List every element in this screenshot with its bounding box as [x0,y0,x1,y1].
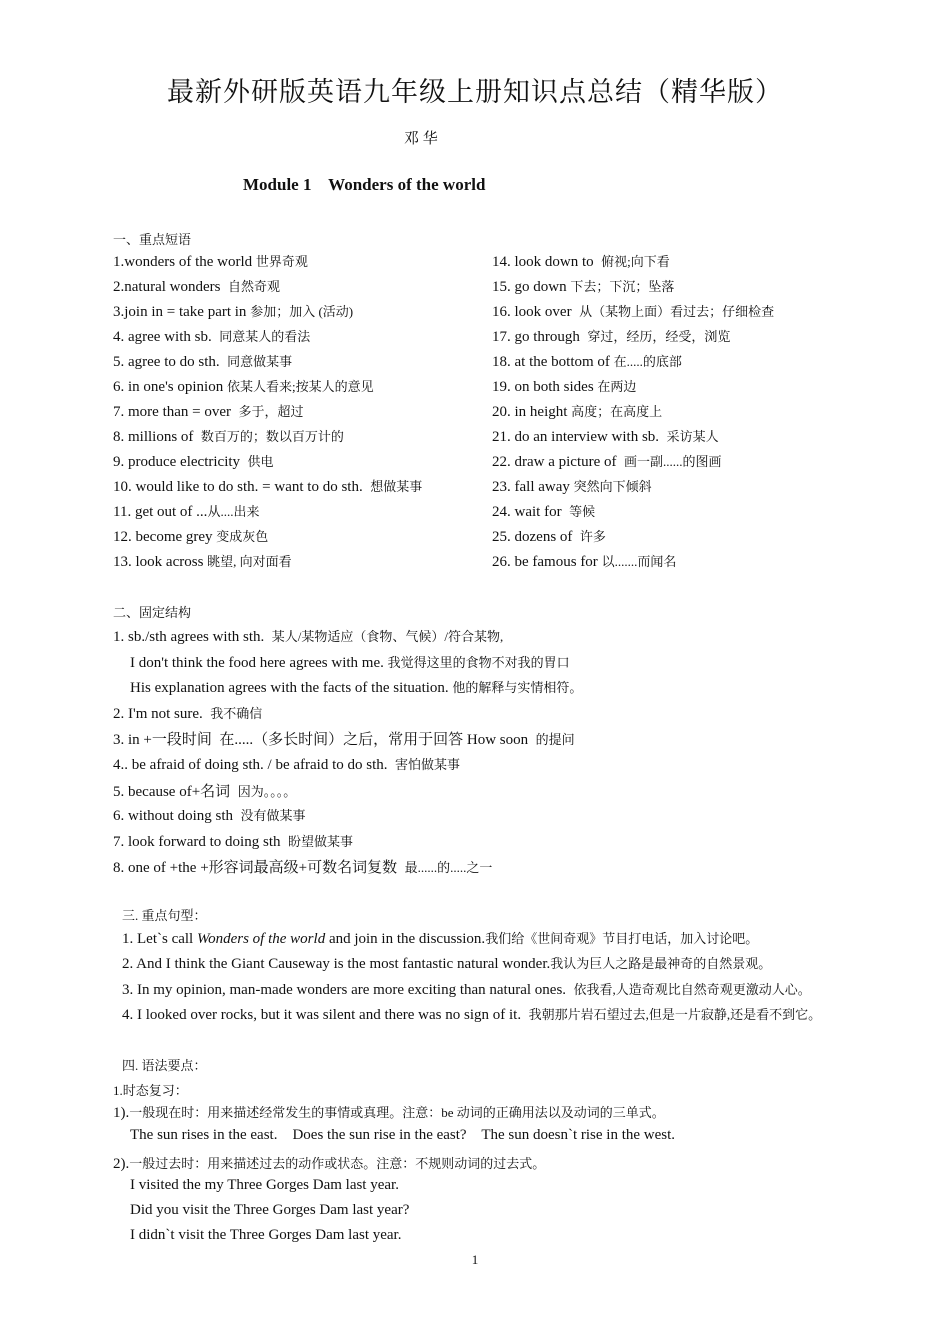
chinese-gloss: 参加；加入 (活动) [250,304,354,319]
grammar-example: I visited the my Three Gorges Dam last year. [130,1177,399,1193]
english-text: 23. fall away [492,479,574,495]
english-text: 2. I'm not sure. [113,705,211,722]
english-text: 7. more than = over [113,404,239,420]
english-text: 4. agree with sb. [113,329,220,345]
section-heading-phrases: 一、重点短语 [113,232,192,247]
grammar-point-1: 1).一般现在时：用来描述经常发生的事情或真理。注意：be 动词的正确用法以及动词的三单式。 [113,1105,665,1121]
structure-item [113,805,306,825]
phrase-item [492,426,719,446]
phrase-item [492,501,595,521]
chinese-gloss: 眺望, 向对面看 [207,554,292,569]
phrase-item [113,276,280,296]
english-text: 16. look over [492,304,580,320]
english-text: 1.wonders of the world [113,254,256,270]
phrase-item [492,376,636,396]
phrase-item [113,526,268,546]
page-number: 1 [471,1252,479,1267]
chinese-gloss: 盼望做某事 [287,833,353,849]
english-text: 8. one of +the +形容词最高级+可数名词复数 [113,860,405,877]
structure-item [113,831,353,851]
chinese-gloss: 某人/某物适应（食物、气候）/符合某物, [271,629,504,644]
structure-item [130,677,582,697]
structure-item [113,856,492,877]
english-text: 13. look across [113,554,208,570]
phrase-item [492,326,730,346]
module-heading: Module 1 Wonders of the world [243,175,486,194]
chinese-gloss: 没有做某事 [240,808,306,824]
sentence-1: 1. Let`s call Wonders of the world and join in the discussion.我们给《世间奇观》节目打电话，加入讨论吧。 [122,931,759,947]
english-text: 14. look down to [492,254,602,270]
english-text: 20. in height [492,404,572,420]
chinese-gloss: 在.....的底部 [613,354,682,369]
chinese-gloss: 我不确信 [210,705,263,721]
chinese-gloss: 同意某人的看法 [219,329,311,344]
english-text: 2.natural wonders [113,279,228,295]
phrase-item [113,326,310,346]
chinese-gloss: 变成灰色 [216,529,269,544]
grammar-example: I didn`t visit the Three Gorges Dam last year. [130,1227,402,1243]
sentence-2: 2. And I think the Giant Causeway is the most fantastic natural wonder.我认为巨人之路是最神奇的自然景观。 [122,956,772,972]
chinese-gloss: 供电 [247,454,274,469]
english-text: 6. without doing sth [113,808,241,825]
chinese-gloss: 以.......而闻名 [601,554,677,569]
phrase-item [113,301,353,321]
english-text: 3. in +一段时间 在.....（多长时间）之后，常用于回答 How soon [113,732,536,749]
phrase-item [113,251,308,271]
english-text: 25. dozens of [492,529,580,545]
chinese-gloss: 多于，超过 [238,404,304,419]
phrase-item [492,476,652,496]
chinese-gloss: 最......的.....之一 [404,860,493,876]
chinese-gloss: 依某人看来;按某人的意见 [226,379,374,394]
document-title: 最新外研版英语九年级上册知识点总结（精华版） [167,77,783,107]
english-text: 12. become grey [113,529,217,545]
section-heading-grammar: 四. 语法要点： [122,1058,207,1073]
structure-item [130,652,570,672]
phrase-item [492,276,674,296]
english-text: I don't think the food here agrees with me. [130,654,388,671]
english-text: 22. draw a picture of [492,454,625,470]
sentence-4: 4. I looked over rocks, but it was silent and there was no sign of it. 我朝那片岩石望过去,但是一片寂静,还是看不到它。 [122,1007,822,1023]
english-text: 4.. be afraid of doing sth. / be afraid to do sth. [113,757,396,773]
author-name: 邓 华 [404,131,438,147]
chinese-gloss: 我觉得这里的食物不对我的胃口 [387,654,570,670]
phrase-item [113,451,274,471]
chinese-gloss: 害怕做某事 [395,757,461,772]
chinese-gloss: 数百万的；数以百万计的 [200,429,344,444]
chinese-gloss: 在两边 [597,379,637,394]
phrase-item [113,401,304,421]
english-text: 6. in one's opinion [113,379,227,395]
chinese-gloss: 俯视;向下看 [601,254,670,269]
phrase-item [113,551,292,571]
english-text: 1. sb./sth agrees with sth. [113,629,272,645]
phrase-item [492,401,662,421]
phrase-item [492,551,676,571]
phrase-item [113,351,292,371]
section-heading-sentences: 三. 重点句型： [122,908,207,923]
chinese-gloss: 许多 [579,529,606,544]
english-text: 26. be famous for [492,554,602,570]
english-text: 19. on both sides [492,379,598,395]
chinese-gloss: 突然向下倾斜 [573,479,652,494]
structure-item [113,728,575,749]
english-text: 10. would like to do sth. = want to do sth. [113,479,371,495]
english-text: 17. go through [492,329,588,345]
grammar-point-2: 2).一般过去时：用来描述过去的动作或状态。注意：不规则动词的过去式。 [113,1156,546,1172]
structure-item [113,780,296,801]
structure-item [113,626,503,646]
english-text: 24. wait for [492,504,570,520]
chinese-gloss: 高度；在高度上 [571,404,663,419]
chinese-gloss: 采访某人 [666,429,719,444]
chinese-gloss: 因为。。。。 [237,783,297,799]
chinese-gloss: 的提问 [535,732,575,748]
chinese-gloss: 等候 [569,504,596,519]
grammar-example: Did you visit the Three Gorges Dam last year? [130,1202,410,1218]
english-text: 3.join in = take part in [113,304,251,320]
structure-item [113,754,460,774]
phrase-item [492,526,606,546]
phrase-item [492,351,682,371]
chinese-gloss: 他的解释与实情相符。 [452,680,583,696]
phrase-item [113,501,259,521]
chinese-gloss: 下去；下沉；坠落 [570,279,675,294]
english-text: 9. produce electricity [113,454,248,470]
chinese-gloss: 世界奇观 [255,254,308,269]
chinese-gloss: 自然奇观 [227,279,280,294]
phrase-item [492,251,670,271]
english-text: 5. because of+名词 [113,783,238,800]
structure-item [113,703,262,723]
grammar-subheading: 1.时态复习： [113,1083,188,1098]
phrase-item [113,376,374,396]
chinese-gloss: 画一副......的图画 [624,454,722,469]
section-heading-structures: 二、固定结构 [113,605,192,620]
chinese-gloss: 穿过，经历，经受，浏览 [587,329,731,344]
english-text: His explanation agrees with the facts of the situation. [130,680,453,697]
english-text: 5. agree to do sth. [113,354,228,370]
grammar-example: The sun rises in the east. Does the sun rise in the east? The sun doesn`t rise in the west. [130,1127,676,1143]
english-text: 7. look forward to doing sth [113,833,288,850]
english-text: 15. go down [492,279,571,295]
chinese-gloss: 从（某物上面）看过去；仔细检查 [579,304,775,319]
english-text: 21. do an interview with sb. [492,429,667,445]
chinese-gloss: 同意做某事 [227,354,293,369]
phrase-item [113,426,344,446]
chinese-gloss: 想做某事 [370,479,423,494]
phrase-item [492,451,722,471]
english-text: 8. millions of [113,429,201,445]
phrase-item [113,476,422,496]
sentence-3: 3. In my opinion, man-made wonders are more exciting than natural ones. 依我看,人造奇观比自然奇观更激动人心。 [122,982,811,998]
phrase-item [492,301,774,321]
chinese-gloss: 从....出来 [207,504,260,519]
english-text: 18. at the bottom of [492,354,614,370]
english-text: 11. get out of ... [113,504,208,520]
